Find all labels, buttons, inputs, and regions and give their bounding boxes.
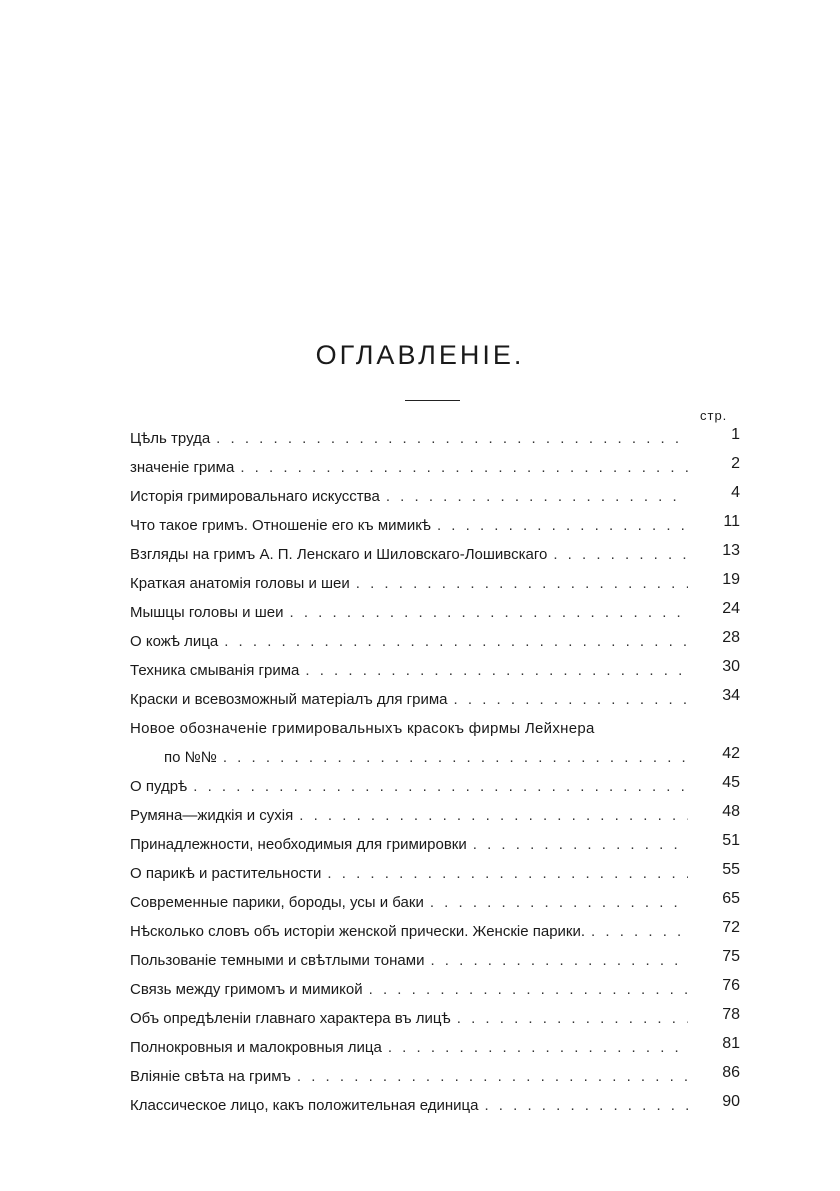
toc-entry-title-continued: по №№ bbox=[164, 749, 217, 766]
toc-entry-title: Связь между гримомъ и мимикой bbox=[130, 981, 363, 998]
toc-entry-title: Краски и всевозможный матеріалъ для грима bbox=[130, 691, 448, 708]
toc-entry bbox=[130, 540, 740, 569]
toc-entry-title: Цѣль труда bbox=[130, 430, 211, 447]
toc-entry-title: Мышцы головы и шеи bbox=[130, 604, 284, 621]
toc-entry bbox=[130, 482, 740, 511]
toc-entry bbox=[130, 1062, 740, 1091]
dot-leader bbox=[290, 598, 689, 627]
dot-leader bbox=[437, 511, 688, 540]
toc-entry-title: Объ опредѣленіи главнаго характера въ лицѣ bbox=[130, 1010, 451, 1027]
toc-entry-title: значеніе грима bbox=[130, 459, 235, 476]
dot-leader bbox=[430, 946, 688, 975]
toc-entry-page: 11 bbox=[723, 513, 740, 530]
toc-entry-page: 76 bbox=[722, 977, 740, 994]
toc-entry-page: 90 bbox=[722, 1093, 740, 1110]
dot-leader bbox=[193, 772, 688, 801]
toc-entry-page: 19 bbox=[722, 571, 740, 588]
toc-entry bbox=[130, 946, 740, 975]
dot-leader bbox=[388, 1033, 688, 1062]
toc-entry-title: Принадлежности, необходимыя для гримировки bbox=[130, 836, 467, 853]
toc-entry-title: Взгляды на гримъ А. П. Ленскаго и Шиловскаго-Лошивскаго bbox=[130, 546, 548, 563]
toc-entry bbox=[130, 1091, 740, 1120]
table-of-contents bbox=[130, 424, 740, 1120]
toc-entry-page: 51 bbox=[722, 832, 740, 849]
toc-entry bbox=[130, 685, 740, 714]
toc-entry-title: Полнокровныя и малокровныя лица bbox=[130, 1039, 382, 1056]
toc-entry bbox=[130, 453, 740, 482]
toc-entry bbox=[130, 627, 740, 656]
toc-entry-page: 13 bbox=[722, 542, 740, 559]
dot-leader bbox=[454, 685, 688, 714]
page-column-header: стр. bbox=[700, 408, 728, 423]
toc-entry-page: 24 bbox=[722, 600, 740, 617]
dot-leader bbox=[473, 830, 688, 859]
dot-leader bbox=[386, 482, 688, 511]
toc-entry bbox=[130, 511, 740, 540]
toc-entry-page: 42 bbox=[722, 745, 740, 762]
toc-entry-page: 86 bbox=[722, 1064, 740, 1081]
dot-leader bbox=[299, 801, 688, 830]
toc-entry bbox=[130, 598, 740, 627]
toc-entry-title: О парикѣ и растительности bbox=[130, 865, 322, 882]
toc-entry-title: О кожѣ лица bbox=[130, 633, 219, 650]
dot-leader bbox=[430, 888, 688, 917]
toc-entry bbox=[130, 569, 740, 598]
dot-leader bbox=[305, 656, 688, 685]
toc-entry bbox=[130, 1004, 740, 1033]
title-divider bbox=[405, 400, 460, 401]
toc-entry-page: 55 bbox=[722, 861, 740, 878]
dot-leader bbox=[240, 453, 688, 482]
toc-entry-title: Румяна—жидкія и сухія bbox=[130, 807, 294, 824]
dot-leader bbox=[591, 917, 688, 946]
toc-entry-page: 78 bbox=[722, 1006, 740, 1023]
page-title: ОГЛАВЛЕНІЕ. bbox=[315, 340, 525, 370]
toc-entry-page: 2 bbox=[731, 455, 740, 472]
toc-entry bbox=[130, 859, 740, 888]
toc-entry-continuation bbox=[130, 743, 740, 772]
toc-entry-title: Пользованіе темными и свѣтлыми тонами bbox=[130, 952, 425, 969]
toc-entry-page: 4 bbox=[731, 484, 740, 501]
toc-entry-page: 81 bbox=[722, 1035, 740, 1052]
toc-entry-title: Новое обозначеніе гримировальныхъ красокъ фирмы Лейхнера bbox=[130, 720, 595, 737]
dot-leader bbox=[223, 743, 688, 772]
toc-entry-title: Краткая анатомія головы и шеи bbox=[130, 575, 350, 592]
toc-entry-page: 28 bbox=[722, 629, 740, 646]
toc-entry bbox=[130, 801, 740, 830]
toc-entry-page: 30 bbox=[722, 658, 740, 675]
toc-entry-title: Что такое гримъ. Отношеніе его къ мимикѣ bbox=[130, 517, 431, 534]
toc-entry-page: 1 bbox=[731, 426, 740, 443]
toc-entry-title: Современные парики, бороды, усы и баки bbox=[130, 894, 424, 911]
toc-entry bbox=[130, 917, 740, 946]
toc-entry bbox=[130, 772, 740, 801]
toc-entry-page: 75 bbox=[722, 948, 740, 965]
dot-leader bbox=[216, 424, 688, 453]
toc-entry bbox=[130, 888, 740, 917]
toc-entry-title: Нѣсколько словъ объ исторіи женской прически. Женскіе парики. bbox=[130, 923, 586, 940]
toc-entry-page: 34 bbox=[722, 687, 740, 704]
toc-entry-title: Техника смыванія грима bbox=[130, 662, 300, 679]
toc-entry bbox=[130, 830, 740, 859]
dot-leader bbox=[224, 627, 688, 656]
toc-entry-page: 48 bbox=[722, 803, 740, 820]
toc-entry-title: Вліяніе свѣта на гримъ bbox=[130, 1068, 291, 1085]
toc-entry-page: 72 bbox=[722, 919, 740, 936]
toc-entry bbox=[130, 656, 740, 685]
toc-entry bbox=[130, 1033, 740, 1062]
dot-leader bbox=[297, 1062, 688, 1091]
dot-leader bbox=[356, 569, 688, 598]
dot-leader bbox=[553, 540, 688, 569]
dot-leader bbox=[484, 1091, 688, 1120]
toc-entry bbox=[130, 424, 740, 453]
toc-entry-page: 45 bbox=[722, 774, 740, 791]
toc-entry bbox=[130, 714, 740, 772]
dot-leader bbox=[327, 859, 688, 888]
toc-entry-title: Исторія гримировальнаго искусства bbox=[130, 488, 380, 505]
toc-entry-page: 65 bbox=[722, 890, 740, 907]
toc-entry-title: О пудрѣ bbox=[130, 778, 188, 795]
dot-leader bbox=[457, 1004, 688, 1033]
toc-entry-title: Классическое лицо, какъ положительная единица bbox=[130, 1097, 479, 1114]
dot-leader bbox=[369, 975, 688, 1004]
toc-entry bbox=[130, 975, 740, 1004]
